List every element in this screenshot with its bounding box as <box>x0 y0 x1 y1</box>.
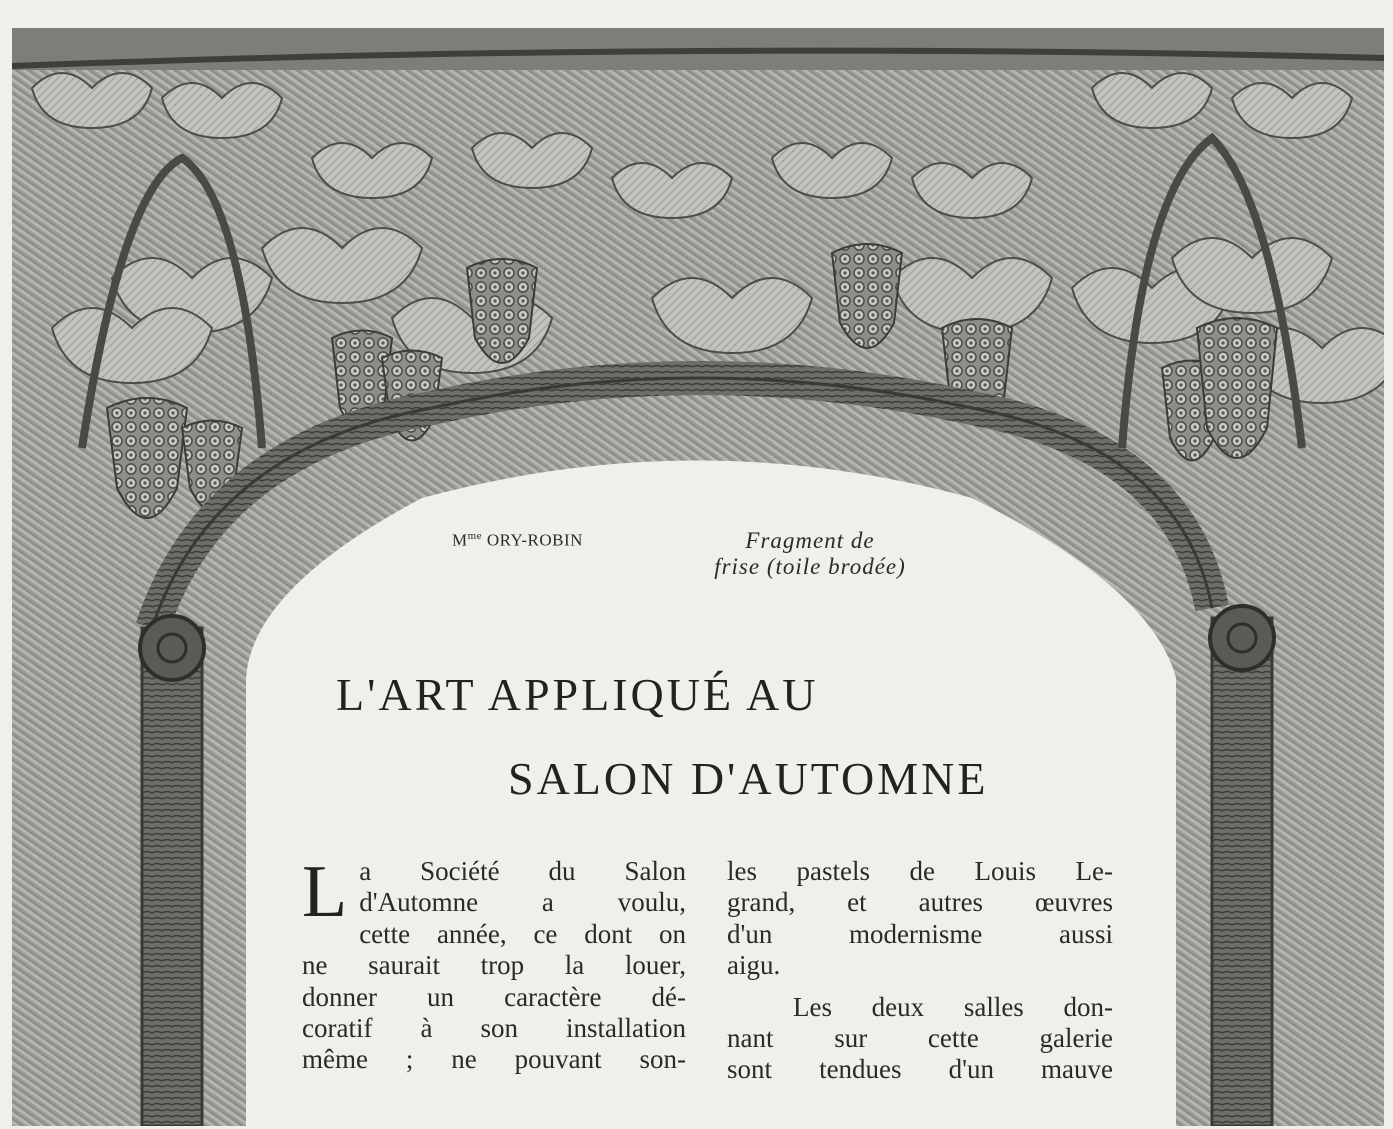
right-line-3: d'un modernisme aussi <box>727 918 1113 949</box>
right-line-2: grand, et autres œuvres <box>727 887 1113 918</box>
article-title-line-1: L'ART APPLIQUÉ AU <box>336 669 819 720</box>
left-line-7 <box>302 1044 686 1075</box>
right-line-5: Les deux salles don- <box>793 991 1113 1022</box>
left-line-3 <box>359 919 686 950</box>
text-line: donner un caractère dé- <box>302 981 686 1012</box>
text-line: même ; ne pouvant son- <box>302 1044 686 1075</box>
text-line: d'Automne a voulu, <box>359 887 686 918</box>
caption-title-line-1: Fragment de <box>745 528 875 553</box>
right-line-7: sont tendues d'un mauve <box>727 1054 1113 1085</box>
right-line-6: nant sur cette galerie <box>727 1023 1113 1054</box>
right-line-4: aigu. <box>727 950 781 981</box>
drop-cap: L <box>302 851 348 933</box>
article-right-column <box>727 856 1113 1086</box>
article-left-column <box>302 851 686 1076</box>
credit-superscript: me <box>467 530 483 542</box>
text-line: a Société du Salon <box>359 856 686 886</box>
left-line-1 <box>359 856 686 887</box>
left-line-5 <box>302 982 686 1013</box>
caption-title-line-2: frise (toile brodée) <box>714 554 906 579</box>
caption-credit <box>452 530 583 551</box>
credit-name: ORY-ROBIN <box>482 530 583 550</box>
text-line: cette année, ce dont on <box>359 918 686 949</box>
text-line: coratif à son installation <box>302 1013 686 1044</box>
text-line: ne saurait trop la louer, <box>302 950 686 981</box>
left-line-6 <box>302 1013 686 1044</box>
credit-prefix: M <box>452 530 468 550</box>
left-line-4 <box>302 950 686 981</box>
caption-title <box>680 528 940 580</box>
left-line-2 <box>359 887 686 918</box>
right-line-1: les pastels de Louis Le- <box>727 856 1113 886</box>
article-title-line-2: SALON D'AUTOMNE <box>508 753 989 804</box>
